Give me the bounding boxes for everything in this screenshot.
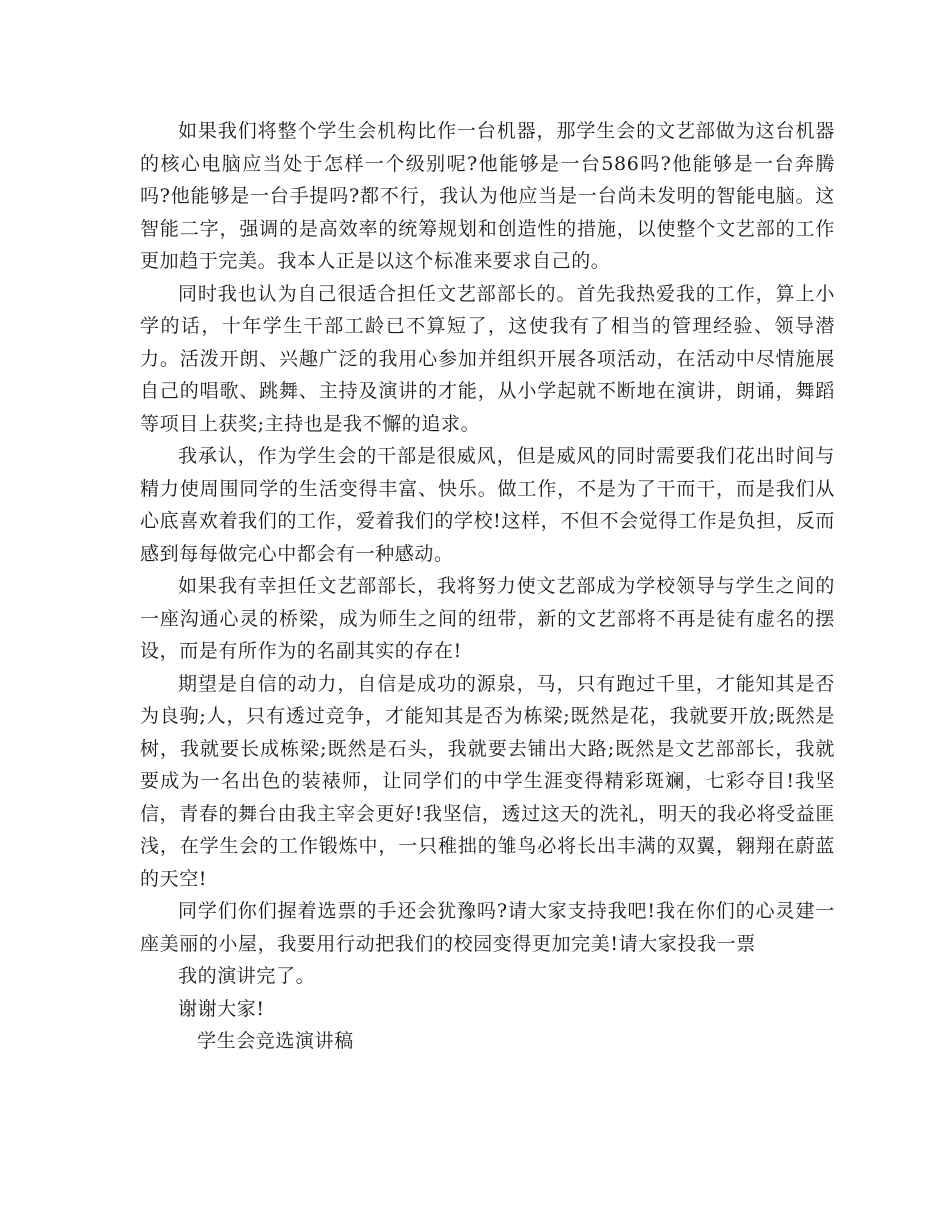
document-body [140, 115, 835, 1058]
closing-line-1: 我的演讲完了。 [178, 965, 316, 987]
footer-title: 学生会竞选演讲稿 [197, 1030, 354, 1052]
paragraph-1: 如果我们将整个学生会机构比作一台机器，那学生会的文艺部做为这台机器的核心电脑应当处于怎样一个级别呢?他能够是一台586吗?他能够是一台奔腾吗?他能够是一台手提吗?都不行，我认为他应当是一台尚未发明的智能电脑。这智能二字，强调的是高效率的统筹规划和创造性的措施，以使整个文艺部的工作更加趋于完美。我本人正是以这个标准来要求自己的。 [140, 120, 835, 272]
paragraph-5: 期望是自信的动力，自信是成功的源泉，马，只有跑过千里，才能知其是否为良驹;人，只有透过竞争，才能知其是否为栋梁;既然是花，我就要开放;既然是树，我就要长成栋梁;既然是石头，我就要去铺出大路;既然是文艺部部长，我就要成为一名出色的装裱师，让同学们的中学生涯变得精彩斑斓，七彩夺目!我坚信，青春的舞台由我主宰会更好!我坚信，透过这天的洗礼，明天的我必将受益匪浅，在学生会的工作锻炼中，一只稚拙的雏鸟必将长出丰满的双翼，翱翔在蔚蓝的天空! [140, 672, 835, 890]
paragraph-4: 如果我有幸担任文艺部部长，我将努力使文艺部成为学校领导与学生之间的一座沟通心灵的桥梁，成为师生之间的纽带，新的文艺部将不再是徒有虚名的摆设，而是有所作为的名副其实的存在! [140, 575, 835, 662]
paragraph-2: 同时我也认为自己很适合担任文艺部部长的。首先我热爱我的工作，算上小学的话，十年学生干部工龄已不算短了，这使我有了相当的管理经验、领导潜力。活泼开朗、兴趣广泛的我用心参加并组织开展各项活动，在活动中尽情施展自己的唱歌、跳舞、主持及演讲的才能，从小学起就不断地在演讲，朗诵，舞蹈等项目上获奖;主持也是我不懈的追求。 [140, 282, 835, 435]
closing-line-2: 谢谢大家! [178, 997, 265, 1020]
paragraph-6: 同学们你们握着选票的手还会犹豫吗?请大家支持我吧!我在你们的心灵建一座美丽的小屋，我要用行动把我们的校园变得更加完美!请大家投我一票 [140, 900, 835, 955]
paragraph-3: 我承认，作为学生会的干部是很威风，但是威风的同时需要我们花出时间与精力使周围同学的生活变得丰富、快乐。做工作，不是为了干而干，而是我们从心底喜欢着我们的工作，爱着我们的学校!这样，不但不会觉得工作是负担，反而感到每每做完心中都会有一种感动。 [140, 445, 835, 565]
